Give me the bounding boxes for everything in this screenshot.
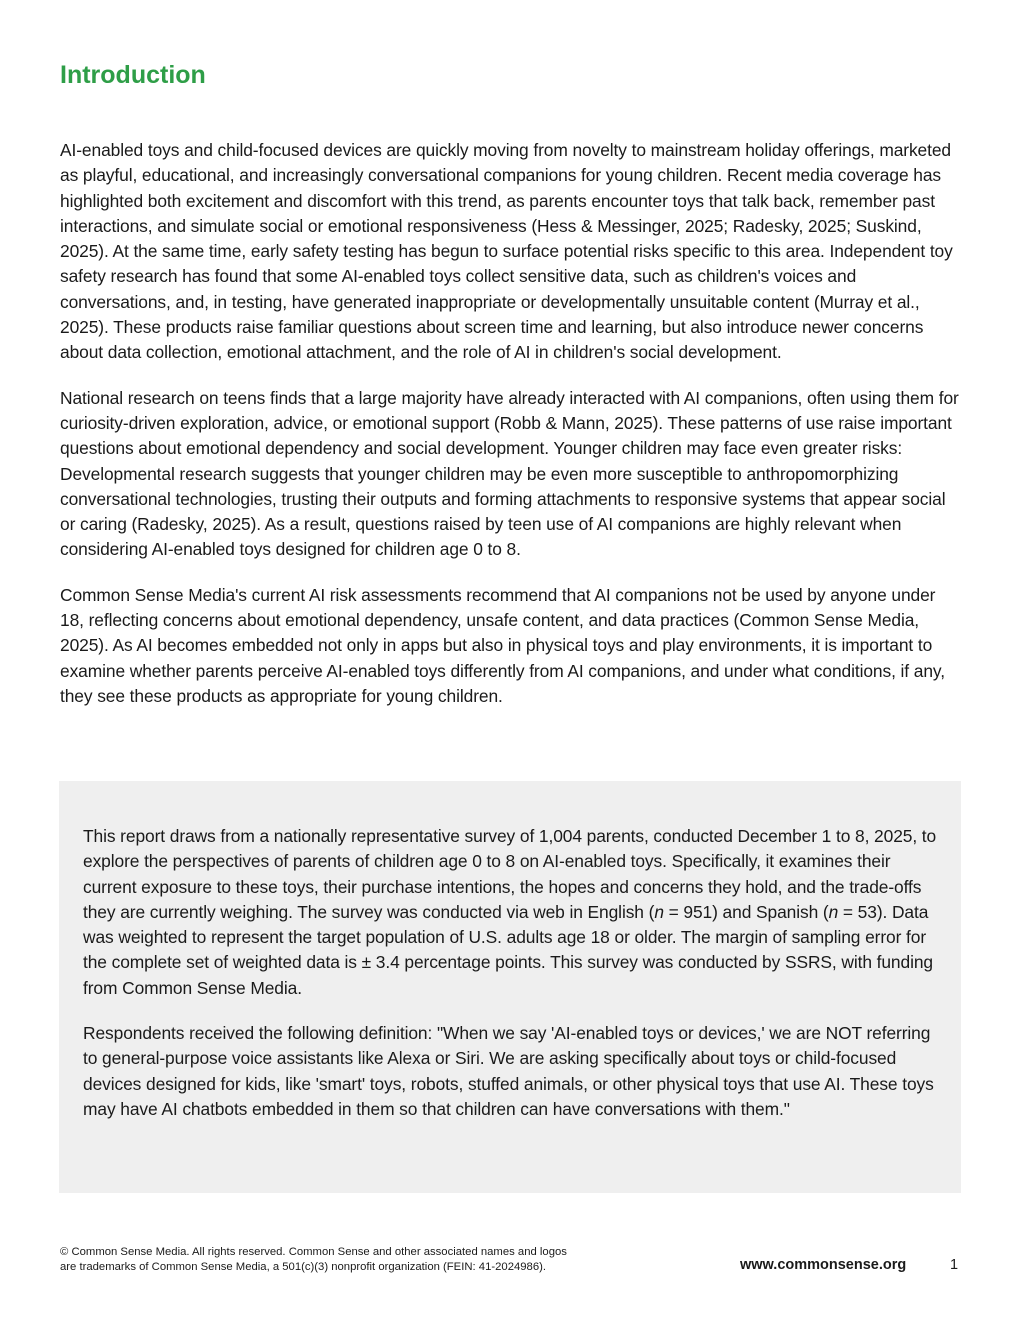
sample-size-symbol: n bbox=[654, 901, 664, 922]
page-title: Introduction bbox=[60, 61, 206, 89]
website-link[interactable]: www.commonsense.org bbox=[740, 1257, 907, 1273]
survey-text-part: = 53). Data was weighted to represent the target population of U.S. adults age 18 or older. The margin of sampling error for the complete set of weighted data is ± 3.4 percentage points. This survey was conducted by SSRS, with funding from Common Sense Media. bbox=[83, 901, 933, 998]
intro-paragraph: AI-enabled toys and child-focused devices are quickly moving from novelty to mainstream holiday offerings, marketed as playful, educational, and increasingly conversational companions for young children. Recent media coverage has highlighted both excitement and discomfort with this trend, as parents encounter toys that talk back, remember past interactions, and simulate social or emotional responsiveness (Hess & Messinger, 2025; Radesky, 2025; Suskind, 2025). At the same time, early safety testing has begun to surface potential risks specific to this area. Independent toy safety research has found that some AI-enabled toys collect sensitive data, such as children's voices and conversations, and, in testing, have generated inappropriate or developmentally unsuitable content (Murray et al., 2025). These products raise familiar questions about screen time and learning, but also introduce newer concerns about data collection, emotional attachment, and the role of AI in children's social development. bbox=[60, 140, 953, 363]
introduction-body bbox=[60, 138, 960, 729]
survey-methodology-paragraph bbox=[83, 824, 937, 1001]
copyright-notice bbox=[60, 1245, 620, 1274]
sample-size-symbol: n bbox=[828, 901, 839, 922]
definition-paragraph: Respondents received the following definition: "When we say 'AI-enabled toys or devices,' we are NOT referring to general-purpose voice assistants like Alexa or Siri. We are asking specifically about toys or child-focused devices designed for kids, like 'smart' toys, robots, stuffed animals, or other physical toys that use AI. These toys may have AI chatbots embedded in them so that children can have conversations with them." bbox=[83, 1023, 934, 1119]
copyright-line: are trademarks of Common Sense Media, a 501(c)(3) nonprofit organization (FEIN: 41-2024986). bbox=[60, 1260, 547, 1273]
survey-text-part: = 951) and Spanish ( bbox=[663, 901, 829, 922]
intro-paragraph: National research on teens finds that a large majority have already interacted with AI companions, often using them for curiosity-driven exploration, advice, or emotional support (Robb & Mann, 2025). These patterns of use raise important questions about emotional dependency and social development. Younger children may face even greater risks: Developmental research suggests that younger children may be even more susceptible to anthropomorphizing conversational technologies, trusting their outputs and forming attachments to responsive systems that appear social or caring (Radesky, 2025). As a result, questions raised by teen use of AI companions are highly relevant when considering AI-enabled toys designed for children age 0 to 8. bbox=[60, 387, 959, 560]
methodology-box bbox=[59, 781, 961, 1193]
page-number: 1 bbox=[950, 1257, 959, 1273]
survey-text-part: This report draws from a nationally representative survey of 1,004 parents, conducted December 1 to 8, 2025, to explore the perspectives of parents of children age 0 to 8 on AI-enabled toys. Specifically, it examines their current exposure to these toys, their purchase intentions, the hopes and concerns they hold, and the trade-offs they are currently weighing. The survey was conducted via web in English ( bbox=[83, 826, 937, 922]
intro-paragraph: Common Sense Media's current AI risk assessments recommend that AI companions not be used by anyone under 18, reflecting concerns about emotional dependency, unsafe content, and data practices (Common Sense Media, 2025). As AI becomes embedded not only in apps but also in physical toys and play environments, it is important to examine whether parents perceive AI-enabled toys differently from AI companions, and under what conditions, if any, they see these products as appropriate for young children. bbox=[60, 584, 945, 706]
copyright-line: © Common Sense Media. All rights reserved. Common Sense and other associated names and logos bbox=[60, 1246, 567, 1258]
